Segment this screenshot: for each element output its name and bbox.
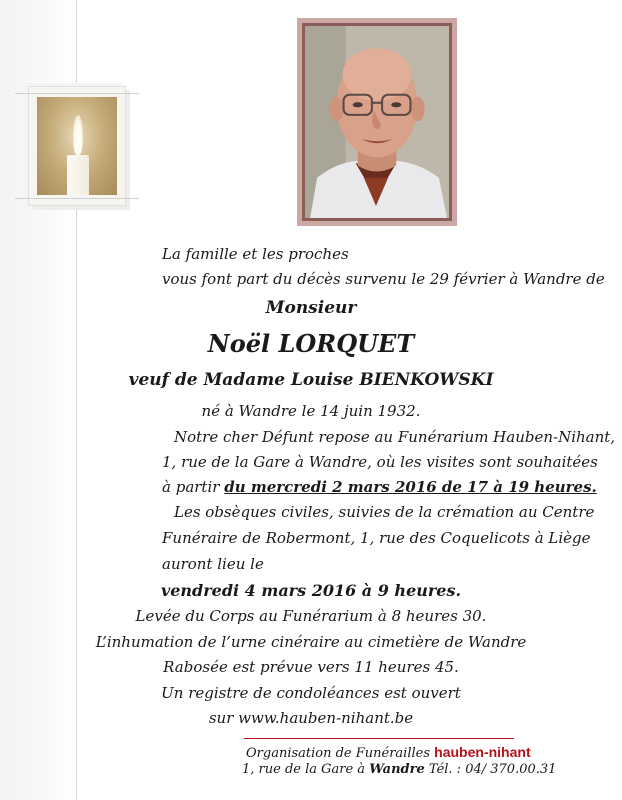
rest-line-1: Notre cher Défunt repose au Funérarium Hauben-Nihant, bbox=[174, 428, 616, 446]
intro-line-2: vous font part du décès survenu le 29 février à Wandre de bbox=[162, 270, 605, 288]
birth-line: né à Wandre le 14 juin 1932. bbox=[201, 402, 421, 420]
footer-address bbox=[242, 762, 556, 778]
footer-address-town: Wandre bbox=[369, 762, 425, 777]
ceremony-line-1: Les obsèques civiles, suivies de la crémation au Centre bbox=[174, 503, 595, 521]
website-line: sur www.hauben-nihant.be bbox=[208, 709, 414, 727]
candle-flame bbox=[73, 115, 83, 155]
candle-image-frame bbox=[28, 86, 126, 206]
footer-phone: Tél. : 04/ 370.00.31 bbox=[428, 762, 557, 777]
brand-logo-text: hauben-nihant bbox=[434, 744, 531, 760]
deceased-name: Noël LORQUET bbox=[207, 329, 415, 358]
honorific-title: Monsieur bbox=[265, 298, 357, 318]
ceremony-line-5: L’inhumation de l’urne cinéraire au cimetière de Wandre bbox=[95, 633, 527, 651]
visit-dates: du mercredi 2 mars 2016 de 17 à 19 heures. bbox=[224, 478, 597, 496]
footer-divider bbox=[244, 738, 514, 739]
candle-icon bbox=[37, 97, 117, 195]
portrait-frame bbox=[297, 18, 457, 226]
footer-address-prefix: 1, rue de la Gare à bbox=[242, 762, 366, 777]
candle-body bbox=[67, 155, 89, 195]
rest-line-2: 1, rue de la Gare à Wandre, où les visites sont souhaitées bbox=[162, 453, 598, 471]
rest-line-3 bbox=[162, 478, 597, 496]
ceremony-line-7: Un registre de condoléances est ouvert bbox=[161, 684, 461, 702]
footer-organisation bbox=[246, 744, 531, 762]
ceremony-line-6: Rabosée est prévue vers 11 heures 45. bbox=[163, 658, 459, 676]
portrait-inner-border bbox=[302, 23, 452, 221]
ceremony-line-3: auront lieu le bbox=[162, 555, 264, 573]
spouse-line: veuf de Madame Louise BIENKOWSKI bbox=[128, 370, 494, 390]
footer-org-label: Organisation de Funérailles bbox=[246, 746, 431, 761]
intro-line-1: La famille et les proches bbox=[162, 245, 349, 263]
deceased-portrait-photo bbox=[305, 26, 449, 218]
rest-line-3-prefix: à partir bbox=[162, 478, 220, 496]
portrait-illustration bbox=[305, 26, 449, 218]
ceremony-line-2: Funéraire de Robermont, 1, rue des Coquelicots à Liège bbox=[162, 529, 591, 547]
ceremony-date: vendredi 4 mars 2016 à 9 heures. bbox=[160, 581, 462, 600]
ceremony-line-4: Levée du Corps au Funérarium à 8 heures 30. bbox=[135, 607, 487, 625]
